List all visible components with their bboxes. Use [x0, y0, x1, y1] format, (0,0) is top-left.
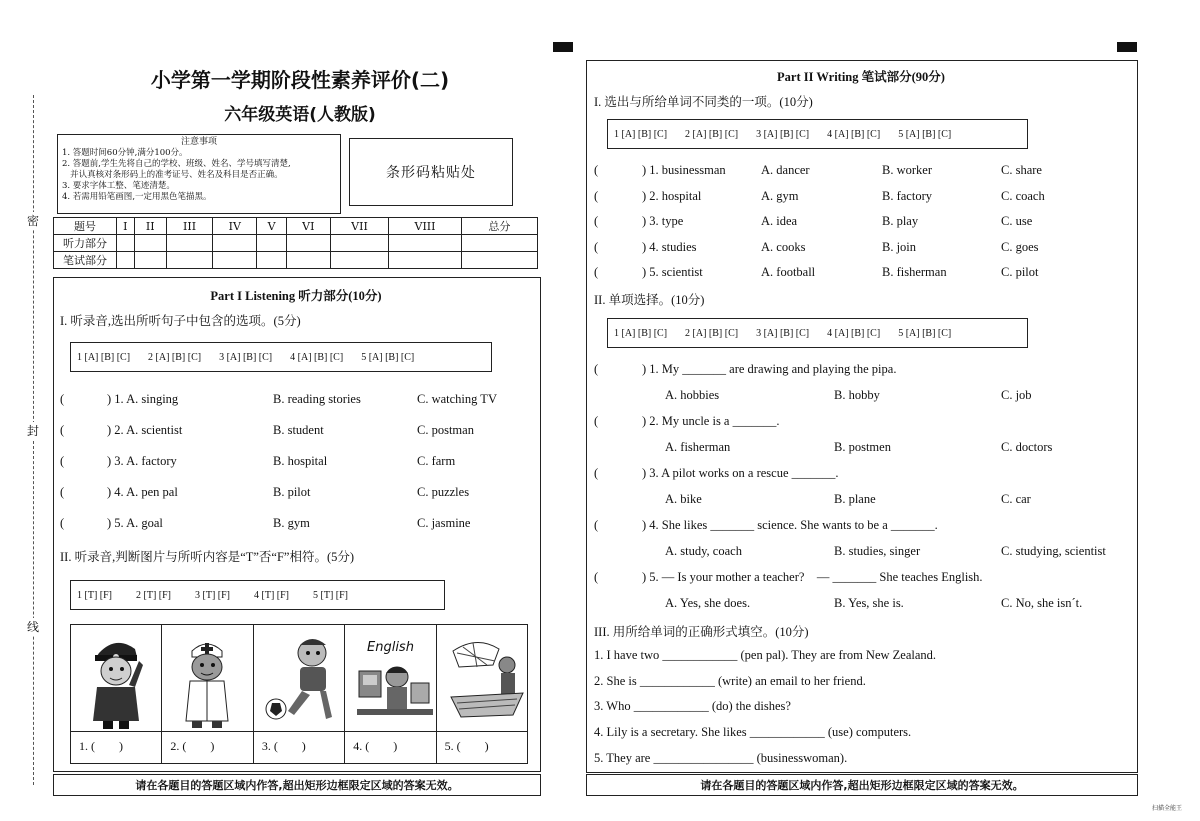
option-a: A. dancer — [761, 163, 810, 177]
picture-label: 1. ( ) — [79, 739, 123, 753]
answer-bubble-group[interactable]: 5 [A] [B] [C] — [898, 128, 952, 140]
question-text: ) 1. My _______ are drawing and playing the pipa. — [642, 362, 897, 376]
answer-bubble-group[interactable]: 1 [A] [B] [C] — [614, 128, 668, 140]
english-sign-text: English — [367, 640, 415, 655]
score-header: I — [117, 218, 135, 235]
picture-strip — [70, 624, 528, 764]
corner-marker-left — [553, 42, 573, 52]
listening-q5: ( — [60, 516, 65, 530]
listening-q4: ( — [60, 485, 65, 499]
option-b: B. studies, singer — [834, 544, 921, 558]
score-header: 题号 — [54, 218, 117, 235]
option-a: A. fisherman — [665, 440, 731, 454]
listening-section-2-title: II. 听录音,判断图片与所听内容是“T”否“F”相符。(5分) — [60, 550, 355, 564]
option-b: B. Yes, she is. — [834, 596, 904, 610]
answer-bubble-group[interactable]: 5 [A] [B] [C] — [898, 327, 952, 339]
option-b: B. join — [882, 240, 917, 254]
answer-bubble-group[interactable]: 3 [A] [B] [C] — [756, 128, 810, 140]
answer-bubble-group[interactable]: 3 [T] [F] — [195, 589, 230, 601]
score-header: 总分 — [461, 218, 537, 235]
answer-bubble-group[interactable]: 1 [A] [B] [C] — [77, 351, 131, 363]
answer-bubble-group[interactable]: 4 [T] [F] — [254, 589, 289, 601]
answer-bubble-group[interactable]: 3 [A] [B] [C] — [756, 327, 810, 339]
writing-part-title: Part II Writing 笔试部分(90分) — [777, 70, 945, 84]
choice-q3: ( — [594, 466, 599, 480]
picture-label: 2. ( ) — [170, 739, 215, 753]
option-a: A. cooks — [761, 240, 806, 254]
option-c: C. watching TV — [417, 392, 497, 406]
option-b: B. gym — [273, 516, 310, 530]
question-text: ) 4. A. pen pal — [107, 485, 178, 499]
fisherman-illustration — [447, 631, 527, 729]
answer-bubble-group[interactable]: 1 [T] [F] — [77, 589, 112, 601]
choice-q4: ( — [594, 518, 599, 532]
picture-cell-policeman — [71, 625, 162, 763]
option-b: B. plane — [834, 492, 876, 506]
fill-blank-line: 2. She is ____________ (write) an email to her friend. — [594, 674, 866, 688]
option-a: A. idea — [761, 214, 798, 228]
option-c: C. postman — [417, 423, 474, 437]
seal-mark-feng: 封 — [27, 424, 40, 438]
option-b: B. student — [273, 423, 324, 437]
option-a: A. football — [761, 265, 816, 279]
option-c: C. No, she isn´t. — [1001, 596, 1083, 610]
question-text: ) 3. type — [642, 214, 684, 228]
fill-blank-line: 4. Lily is a secretary. She likes ____________ (use) computers. — [594, 725, 912, 739]
choice-q1: ( — [594, 362, 599, 376]
question-text: ) 2. A. scientist — [107, 423, 183, 437]
option-b: B. factory — [882, 189, 932, 203]
notice-title: 注意事项 — [180, 137, 217, 147]
question-text: ) 2. hospital — [642, 189, 702, 203]
question-text: ) 1. A. singing — [107, 392, 179, 406]
picture-label: 4. ( ) — [353, 739, 398, 753]
option-c: C. jasmine — [417, 516, 471, 530]
option-c: C. doctors — [1001, 440, 1053, 454]
option-a: A. study, coach — [665, 544, 742, 558]
picture-label: 5. ( ) — [444, 739, 489, 753]
score-table — [53, 217, 538, 269]
option-c: C. share — [1001, 163, 1042, 177]
picture-label: 3. ( ) — [261, 739, 306, 753]
score-header: VIII — [389, 218, 462, 235]
question-text: ) 3. A pilot works on a rescue _______. — [642, 466, 839, 480]
answer-bubble-group[interactable]: 2 [A] [B] [C] — [148, 351, 202, 363]
question-text: ) 1. businessman — [642, 163, 726, 177]
odd-one-out-q1: ( — [594, 163, 599, 177]
option-a: A. gym — [761, 189, 799, 203]
question-text: ) 4. studies — [642, 240, 697, 254]
option-c: C. car — [1001, 492, 1031, 506]
odd-one-out-q2: ( — [594, 189, 599, 203]
binding-line — [33, 95, 34, 785]
score-header: III — [166, 218, 212, 235]
answer-bubble-group[interactable]: 4 [A] [B] [C] — [290, 351, 344, 363]
option-c: C. use — [1001, 214, 1033, 228]
option-b: B. pilot — [273, 485, 311, 499]
option-c: C. coach — [1001, 189, 1045, 203]
option-a: A. bike — [665, 492, 702, 506]
football-illustration — [264, 631, 344, 729]
notice-box — [57, 134, 341, 214]
listening-q1: ( — [60, 392, 65, 406]
option-c: C. farm — [417, 454, 456, 468]
picture-cell-football — [254, 625, 345, 763]
doctor-illustration — [172, 631, 242, 729]
choice-q5: ( — [594, 570, 599, 584]
option-b: B. hobby — [834, 388, 880, 402]
option-b: B. worker — [882, 163, 932, 177]
option-c: C. job — [1001, 388, 1032, 402]
option-b: B. reading stories — [273, 392, 361, 406]
option-a: A. Yes, she does. — [665, 596, 751, 610]
answer-bubble-group[interactable]: 1 [A] [B] [C] — [614, 327, 668, 339]
notice-item: 并认真核对条形码上的准考证号、姓名及科目是否正确。 — [62, 170, 283, 180]
writing-answer-sheet-2 — [607, 318, 1028, 348]
answer-bubble-group[interactable]: 2 [T] [F] — [136, 589, 171, 601]
odd-one-out-q3: ( — [594, 214, 599, 228]
question-text: ) 5. scientist — [642, 265, 703, 279]
question-text: ) 5. — Is your mother a teacher? — _______ She teaches English. — [642, 570, 983, 584]
seal-mark-xian: 线 — [27, 620, 40, 634]
question-text: ) 3. A. factory — [107, 454, 177, 468]
corner-marker-right — [1117, 42, 1137, 52]
writing-answer-sheet-1 — [607, 119, 1028, 149]
question-text: ) 2. My uncle is a _______. — [642, 414, 780, 428]
fill-blank-line: 1. I have two ____________ (pen pal). They are from New Zealand. — [594, 648, 937, 662]
odd-one-out-q5: ( — [594, 265, 599, 279]
notice-item: 2. 答题前,学生先将自己的学校、班级、姓名、学号填写清楚, — [62, 159, 291, 169]
score-header: VII — [330, 218, 388, 235]
answer-bubble-group[interactable]: 2 [A] [B] [C] — [685, 327, 739, 339]
fill-blank-line: 3. Who ____________ (do) the dishes? — [594, 699, 791, 713]
notice-item: 4. 若需用铅笔画图,一定用黑色笔描黑。 — [62, 192, 212, 202]
answer-bubble-group[interactable]: 5 [A] [B] [C] — [361, 351, 415, 363]
option-a: A. hobbies — [665, 388, 720, 402]
english-study-illustration — [355, 631, 435, 729]
answer-bubble-group[interactable]: 4 [A] [B] [C] — [827, 128, 881, 140]
picture-cell-fisherman — [437, 625, 527, 763]
answer-bubble-group[interactable]: 2 [A] [B] [C] — [685, 128, 739, 140]
question-text: ) 5. A. goal — [107, 516, 163, 530]
writing-section-3-title: III. 用所给单词的正确形式填空。(10分) — [594, 625, 809, 639]
score-row-label: 笔试部分 — [54, 252, 117, 269]
picture-cell-doctor — [162, 625, 253, 763]
barcode-area: 条形码粘贴处 — [349, 138, 513, 206]
answer-bubble-group[interactable]: 4 [A] [B] [C] — [827, 327, 881, 339]
writing-section-2-title: II. 单项选择。(10分) — [594, 293, 705, 307]
seal-mark-mi: 密 — [27, 214, 40, 228]
choice-q2: ( — [594, 414, 599, 428]
question-text: ) 4. She likes _______ science. She wants to be a _______. — [642, 518, 938, 532]
option-c: C. puzzles — [417, 485, 470, 499]
score-row-label: 听力部分 — [54, 235, 117, 252]
right-footer-notice: 请在各题目的答题区域内作答,超出矩形边框限定区域的答案无效。 — [586, 774, 1138, 796]
option-c: C. goes — [1001, 240, 1039, 254]
answer-bubble-group[interactable]: 5 [T] [F] — [313, 589, 348, 601]
option-b: B. postmen — [834, 440, 891, 454]
option-c: C. pilot — [1001, 265, 1039, 279]
listening-section-1-title: I. 听录音,选出所听句子中包含的选项。(5分) — [60, 314, 301, 328]
option-c: C. studying, scientist — [1001, 544, 1106, 558]
option-b: B. play — [882, 214, 919, 228]
listening-q2: ( — [60, 423, 65, 437]
policeman-illustration — [81, 631, 151, 729]
option-b: B. fisherman — [882, 265, 947, 279]
listening-answer-sheet-2 — [70, 580, 445, 610]
listening-answer-sheet-1 — [70, 342, 492, 372]
fill-blank-line: 5. They are ________________ (businesswoman). — [594, 751, 848, 765]
score-header: IV — [213, 218, 257, 235]
option-b: B. hospital — [273, 454, 328, 468]
notice-item: 3. 要求字体工整、笔迹清楚。 — [62, 181, 175, 191]
picture-cell-english — [345, 625, 436, 763]
notice-item: 1. 答题时间60分钟,满分100分。 — [62, 148, 188, 158]
score-header: II — [134, 218, 166, 235]
odd-one-out-q4: ( — [594, 240, 599, 254]
scanner-watermark: 扫描全能王 — [1152, 805, 1183, 812]
writing-section-1-title: I. 选出与所给单词不同类的一项。(10分) — [594, 95, 813, 109]
answer-bubble-group[interactable]: 3 [A] [B] [C] — [219, 351, 273, 363]
score-header: VI — [286, 218, 330, 235]
listening-part-title: Part I Listening 听力部分(10分) — [210, 289, 382, 303]
listening-q3: ( — [60, 454, 65, 468]
left-footer-notice: 请在各题目的答题区域内作答,超出矩形边框限定区域的答案无效。 — [53, 774, 541, 796]
exam-title: 小学第一学期阶段性素养评价(二) — [150, 68, 450, 92]
score-header: V — [257, 218, 287, 235]
exam-subtitle: 六年级英语(人教版) — [224, 105, 376, 125]
